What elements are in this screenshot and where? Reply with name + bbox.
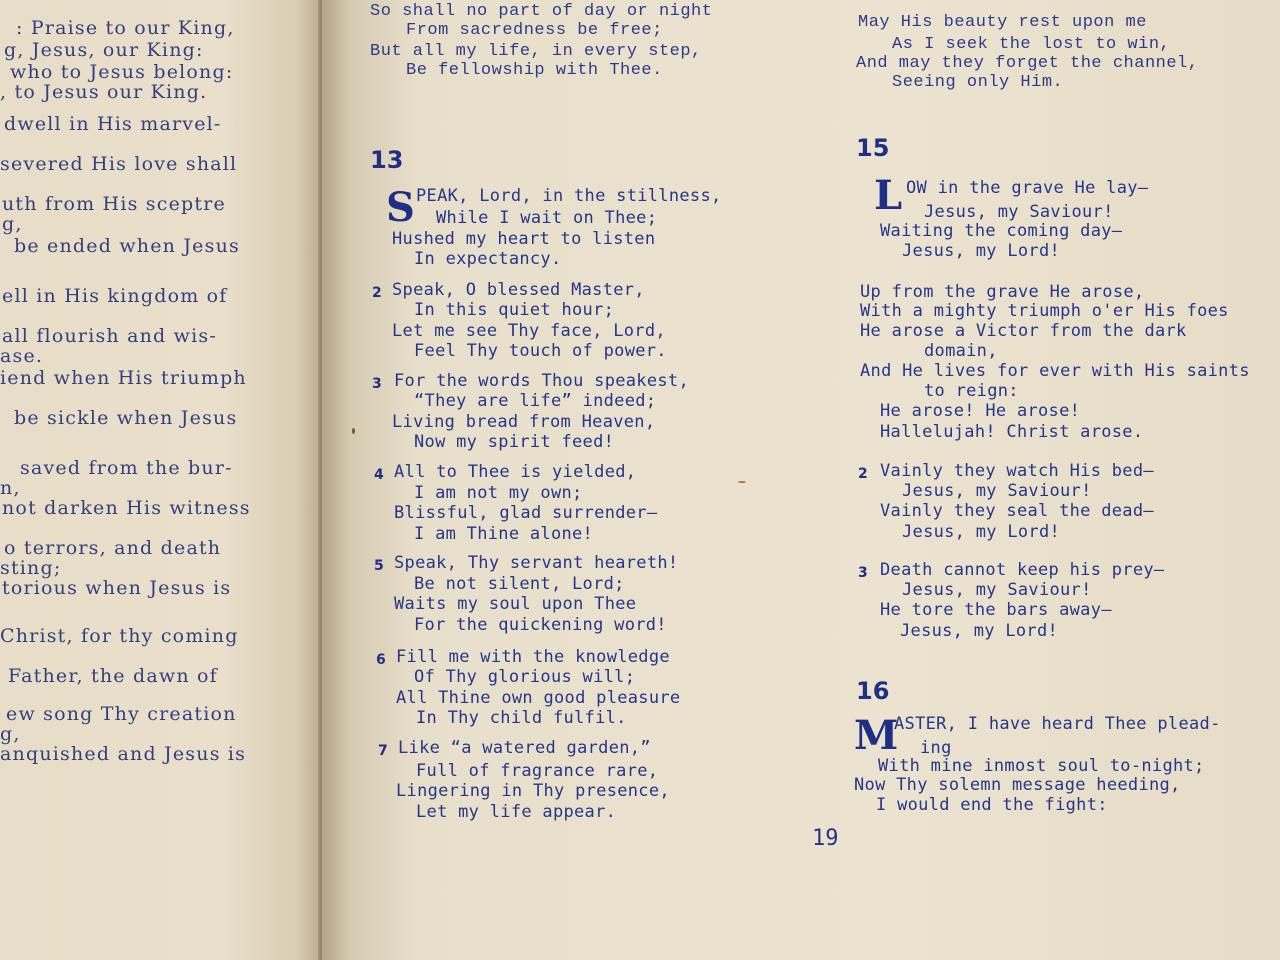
- text-line: severed His love shall: [0, 153, 238, 175]
- hymn15-line: Jesus, my Lord!: [902, 522, 1061, 542]
- hymn13-line: Full of fragrance rare,: [416, 761, 659, 781]
- hymn13-line: Let my life appear.: [416, 802, 617, 822]
- chorus-line: Up from the grave He arose,: [860, 282, 1145, 302]
- hymn16-line: Now Thy solemn message heeding,: [854, 775, 1181, 795]
- verse-number: 2: [372, 285, 383, 301]
- text-line: sting;: [0, 557, 62, 579]
- hymn15-line: Jesus, my Lord!: [902, 241, 1061, 261]
- hymn12-line: But all my life, in every step,: [370, 42, 702, 61]
- hymn16-line: ing: [920, 738, 952, 758]
- hymn13-line: PEAK, Lord, in the stillness,: [416, 186, 722, 206]
- hymn13-line: Hushed my heart to listen: [392, 229, 656, 249]
- verse-number: 2: [858, 466, 869, 482]
- text-line: ase.: [0, 345, 44, 367]
- text-line: , to Jesus our King.: [0, 81, 208, 103]
- hymn13-line: Of Thy glorious will;: [414, 667, 636, 687]
- verse-number: 4: [374, 467, 385, 483]
- chorus-line: Hallelujah! Christ arose.: [880, 422, 1144, 442]
- hymn13-line: “They are life” indeed;: [414, 391, 657, 411]
- hymn13-line: For the words Thou speakest,: [394, 371, 689, 391]
- text-line: all flourish and wis-: [2, 325, 217, 347]
- text-line: g,: [2, 213, 23, 235]
- hymn13-line: All Thine own good pleasure: [396, 688, 681, 708]
- text-line: torious when Jesus is: [2, 577, 232, 599]
- chorus-line: domain,: [924, 341, 998, 361]
- hymn13-line: Be not silent, Lord;: [414, 574, 625, 594]
- right-page: [322, 0, 1280, 960]
- hymn13-line: Speak, O blessed Master,: [392, 280, 645, 300]
- hymn13-line: Speak, Thy servant heareth!: [394, 553, 679, 573]
- hymn13-line: In this quiet hour;: [414, 300, 615, 320]
- hymn15-line: Waiting the coming day—: [880, 221, 1123, 241]
- hymn14-line: Seeing only Him.: [892, 73, 1064, 92]
- chorus-line: With a mighty triumph o'er His foes: [860, 301, 1229, 321]
- hymn15-line: Jesus, my Lord!: [900, 621, 1059, 641]
- text-line: g, Jesus, our King:: [4, 39, 204, 61]
- verse-number: 3: [858, 565, 869, 581]
- text-line: Father, the dawn of: [8, 665, 218, 687]
- text-line: iend when His triumph: [0, 367, 247, 389]
- hymn15-line: Jesus, my Saviour!: [902, 580, 1092, 600]
- hymn15-line: Death cannot keep his prey—: [880, 560, 1165, 580]
- chorus-line: to reign:: [924, 381, 1019, 401]
- hymn13-line: Blissful, glad surrender—: [394, 503, 658, 523]
- hymn14-line: May His beauty rest upon me: [858, 13, 1147, 32]
- hymn16-line: ASTER, I have heard Thee plead-: [894, 714, 1221, 734]
- chorus-line: He arose a Victor from the dark: [860, 321, 1187, 341]
- hymn13-line: Living bread from Heaven,: [392, 412, 656, 432]
- text-line: ew song Thy creation: [6, 703, 237, 725]
- hymn14-line: As I seek the lost to win,: [892, 35, 1171, 54]
- hymn12-line: Be fellowship with Thee.: [406, 61, 663, 80]
- hymn16-line: I would end the fight:: [876, 795, 1108, 815]
- chorus-line: He arose! He arose!: [880, 401, 1081, 421]
- hymn13-line: Waits my soul upon Thee: [394, 594, 637, 614]
- hymn15-line: Vainly they seal the dead—: [880, 501, 1154, 521]
- hymn13-line: All to Thee is yielded,: [394, 462, 637, 482]
- text-line: saved from the bur-: [20, 457, 233, 479]
- hymn13-line: In Thy child fulfil.: [416, 708, 627, 728]
- text-line: be sickle when Jesus: [14, 407, 238, 429]
- hymn13-line: I am not my own;: [414, 483, 583, 503]
- left-page: [0, 0, 322, 960]
- verse-number: 3: [372, 376, 383, 392]
- paper-speck: [352, 428, 355, 434]
- text-line: anquished and Jesus is: [0, 743, 247, 765]
- hymn13-line: In expectancy.: [414, 249, 562, 269]
- hymn13-line: I am Thine alone!: [414, 524, 594, 544]
- chorus-line: And He lives for ever with His saints: [860, 361, 1250, 381]
- text-line: g,: [0, 723, 21, 745]
- page-number: 19: [812, 826, 839, 851]
- verse-number: 7: [378, 743, 389, 759]
- drop-cap: S: [386, 184, 415, 231]
- text-line: ell in His kingdom of: [2, 285, 228, 307]
- hymn15-line: Vainly they watch His bed—: [880, 461, 1154, 481]
- text-line: not darken His witness: [2, 497, 251, 519]
- paper-speck: [738, 481, 746, 483]
- text-line: Christ, for thy coming: [0, 625, 239, 647]
- hymn13-line: Fill me with the knowledge: [396, 647, 670, 667]
- text-line: who to Jesus belong:: [10, 61, 234, 83]
- hymn13-line: Let me see Thy face, Lord,: [392, 321, 666, 341]
- hymn15-line: OW in the grave He lay—: [906, 178, 1149, 198]
- verse-number: 5: [374, 558, 385, 574]
- text-line: uth from His sceptre: [2, 193, 226, 215]
- hymn15-line: He tore the bars away—: [880, 600, 1112, 620]
- text-line: dwell in His marvel-: [4, 113, 222, 135]
- drop-cap: L: [874, 172, 903, 219]
- hymn15-line: Jesus, my Saviour!: [902, 481, 1092, 501]
- hymn13-line: For the quickening word!: [414, 615, 667, 635]
- hymn12-line: So shall no part of day or night: [370, 2, 713, 21]
- text-line: n,: [0, 477, 21, 499]
- hymn-number-15: 15: [856, 134, 890, 162]
- hymn13-line: Like “a watered garden,”: [398, 738, 651, 758]
- hymn13-line: Feel Thy touch of power.: [414, 341, 667, 361]
- text-line: : Praise to our King,: [16, 17, 235, 39]
- hymn16-line: With mine inmost soul to-night;: [878, 756, 1205, 776]
- hymn-number-16: 16: [856, 677, 890, 705]
- hymn15-line: Jesus, my Saviour!: [924, 202, 1114, 222]
- hymn12-line: From sacredness be free;: [406, 21, 663, 40]
- hymn13-line: Now my spirit feed!: [414, 432, 615, 452]
- drop-cap: M: [854, 712, 899, 759]
- hymn13-line: While I wait on Thee;: [436, 208, 658, 228]
- text-line: o terrors, and death: [4, 537, 222, 559]
- hymn-number-13: 13: [370, 146, 404, 174]
- hymn13-line: Lingering in Thy presence,: [396, 781, 670, 801]
- hymn14-line: And may they forget the channel,: [856, 54, 1199, 73]
- verse-number: 6: [376, 652, 387, 668]
- text-line: be ended when Jesus: [14, 235, 240, 257]
